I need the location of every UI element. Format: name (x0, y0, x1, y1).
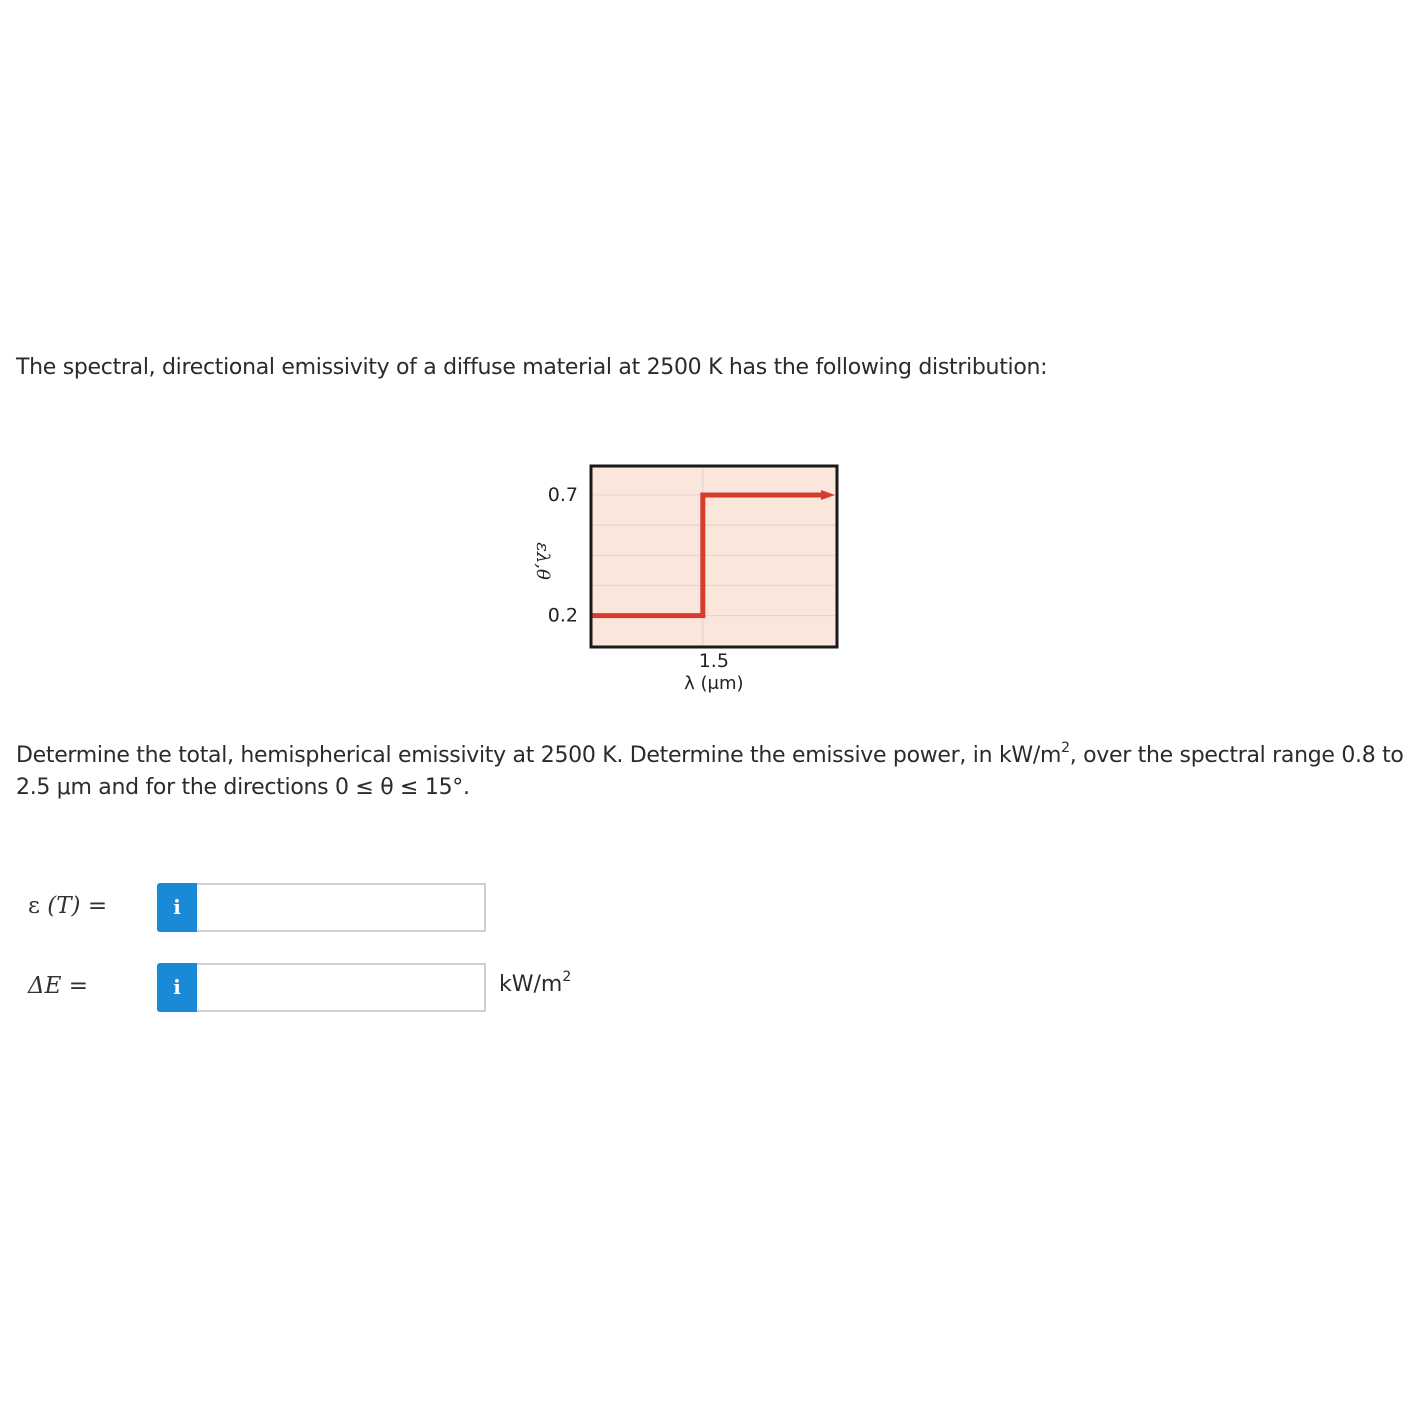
y-tick-label-high: 0.7 (547, 483, 578, 506)
y-axis-label: ελ,θ (532, 542, 553, 580)
emissivity-answer-input[interactable] (197, 883, 486, 932)
emissive-power-label: ΔE = (28, 973, 88, 999)
emissive-power-answer-input[interactable] (197, 963, 486, 1012)
info-icon-button[interactable]: i (157, 963, 197, 1012)
question-text-part1: Determine the total, hemispherical emissivity at 2500 K. Determine the emissive power, in kW/m (16, 743, 1062, 768)
emissivity-label: ε (T) = (28, 893, 108, 919)
problem-question (16, 740, 1406, 804)
emissive-power-unit: $kW/m^2$ (499, 968, 572, 997)
emissivity-chart (510, 455, 870, 705)
x-tick-label: 1.5 (698, 650, 729, 672)
question-unit-exponent: 2 (1061, 739, 1070, 756)
problem-intro: The spectral, directional emissivity of a diffuse material at 2500 K has the following distribution: (16, 355, 1048, 380)
info-icon-button[interactable]: i (157, 883, 197, 932)
answer-row-emissive-power (0, 963, 700, 1013)
emissivity-chart-svg (510, 455, 870, 705)
y-tick-label-low: 0.2 (547, 604, 578, 627)
x-axis-label: λ (μm) (684, 673, 744, 694)
question-text-part2: , over the spectral range 0.8 to 2.5 μm and for the directions 0 ≤ θ ≤ 15°. (16, 743, 1404, 800)
answer-row-emissivity (0, 883, 700, 933)
